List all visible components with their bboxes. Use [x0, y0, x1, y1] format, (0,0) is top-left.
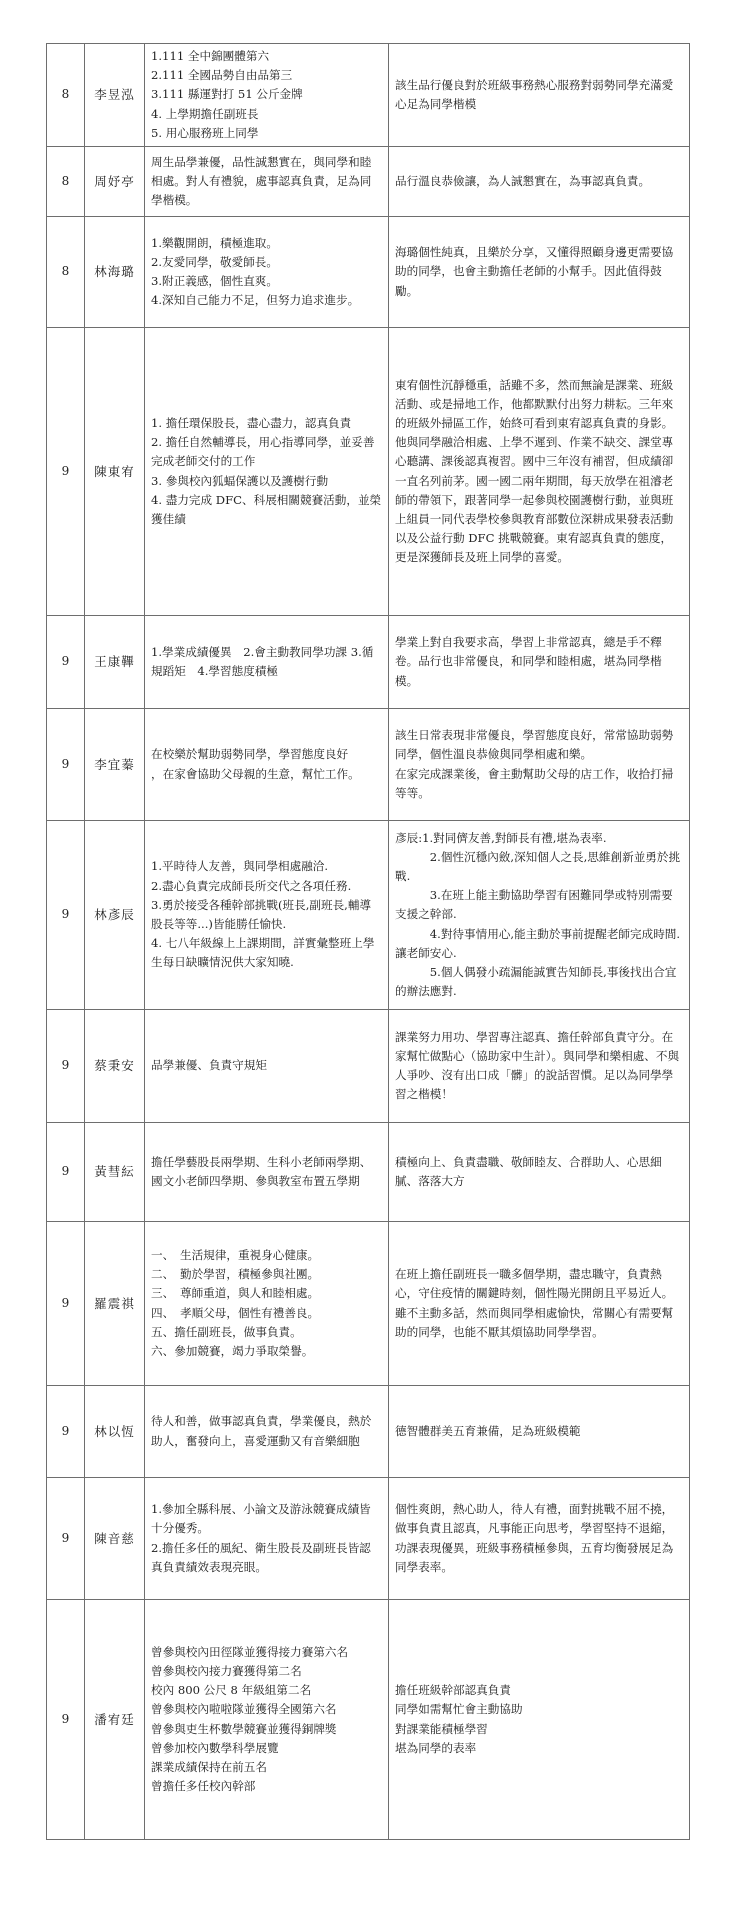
- table-row: [47, 616, 690, 709]
- student-name: 蔡秉安: [85, 1010, 145, 1123]
- deeds-cell: 曾參與校內田徑隊並獲得接力賽第六名 曾參與校內接力賽獲得第二名 校內 800 公尺 8 年級組第二名 曾參與校內啦啦隊並獲得全國第六名 曾參與吏生杯數學競賽並獲得銅牌獎 曾參加校內數學科學展覽 課業成績保持在前五名 曾擔任多任校內幹部: [145, 1600, 389, 1840]
- comment-cell: 海璐個性純真，且樂於分享，又懂得照顧身邊更需要協助的同學，也會主動擔任老師的小幫手。因此值得鼓勵。: [389, 217, 690, 328]
- student-name: 林海璐: [85, 217, 145, 328]
- deeds-cell: 1.參加全縣科展、小論文及游泳競賽成績皆十分優秀。 2.擔任多任的風紀、衛生股長及副班長皆認真負責績效表現亮眼。: [145, 1478, 389, 1600]
- comment-cell: 彥辰:1.對同儕友善,對師長有禮,堪為表率. 2.個性沉穩內斂,深知個人之長,思維創新並勇於挑戰. 3.在班上能主動協助學習有困難同學或特別需要支援之幹部. 4.對待事情用心,能主動於事前提醒老師完成時間.讓老師安心. 5.個人偶發小疏漏能誠實告知師長,事後找出合宜的辦法應對.: [389, 821, 690, 1010]
- grade-cell: 8: [47, 147, 85, 217]
- comment-cell: 積極向上、負責盡職、敬師睦友、合群助人、心思細膩、落落大方: [389, 1123, 690, 1222]
- comment-cell: 個性爽朗，熱心助人，待人有禮，面對挑戰不屈不撓，做事負責且認真，凡事能正向思考，學習堅持不退縮，功課表現優異，班級事務積極參與，五育均衡發展足為同學表率。: [389, 1478, 690, 1600]
- student-name: 林以恆: [85, 1386, 145, 1478]
- deeds-cell: 1. 擔任環保股長，盡心盡力，認真負責 2. 擔任自然輔導長，用心指導同學，並妥善完成老師交付的工作 3. 參與校內狐蝠保護以及護樹行動 4. 盡力完成 DFC、科展相關競賽活動，並榮獲佳績: [145, 328, 389, 616]
- comment-cell: 東宥個性沉靜穩重，話雖不多，然而無論是課業、班級活動、或是掃地工作，他都默默付出努力耕耘。三年來的班級外掃區工作，始終可看到東宥認真負責的身影。他與同學融洽相處、上學不遲到、作業不缺交、課堂專心聽講、課後認真複習。國中三年沒有補習，但成績卻一直名列前茅。國一國二兩年期間，每天放學在祖濬老師的帶領下，跟著同學一起參與校園護樹行動，並與班上組員一同代表學校參與教育部數位深耕成果發表活動以及公益行動 DFC 挑戰競賽。東宥認真負責的態度，更是深獲師長及班上同學的喜愛。: [389, 328, 690, 616]
- grade-cell: 9: [47, 709, 85, 821]
- grade-cell: 9: [47, 328, 85, 616]
- grade-cell: 9: [47, 1600, 85, 1840]
- grade-cell: 9: [47, 1478, 85, 1600]
- table-row: [47, 1478, 690, 1600]
- student-name: 李宜蓁: [85, 709, 145, 821]
- table-row: [47, 217, 690, 328]
- comment-cell: 在班上擔任副班長一職多個學期，盡忠職守，負責熱心，守住疫情的關鍵時刻，個性陽光開朗且平易近人。雖不主動多話，然而與同學相處愉快，常關心有需要幫助的同學，也能不厭其煩協助同學學習。: [389, 1222, 690, 1386]
- grade-cell: 9: [47, 616, 85, 709]
- grade-cell: 9: [47, 1222, 85, 1386]
- deeds-cell: 一、 生活規律，重視身心健康。 二、 勤於學習，積極參與社團。 三、 尊師重道，與人和睦相處。 四、 孝順父母，個性有禮善良。 五、擔任副班長，做事負責。 六、參加競賽，竭力爭取榮譽。: [145, 1222, 389, 1386]
- student-commendation-table: [46, 43, 690, 1840]
- table-row: [47, 709, 690, 821]
- student-name: 羅震祺: [85, 1222, 145, 1386]
- grade-cell: 8: [47, 217, 85, 328]
- grade-cell: 9: [47, 821, 85, 1010]
- table-row: [47, 821, 690, 1010]
- grade-cell: 8: [47, 44, 85, 147]
- comment-cell: 該生品行優良對於班級事務熱心服務對弱勢同學充滿愛心足為同學楷模: [389, 44, 690, 147]
- table-row: [47, 1386, 690, 1478]
- student-name: 黃彗紜: [85, 1123, 145, 1222]
- table-row: [47, 328, 690, 616]
- student-name: 陳東宥: [85, 328, 145, 616]
- table-row: [47, 1600, 690, 1840]
- table-row: [47, 147, 690, 217]
- comment-cell: 德智體群美五育兼備，足為班級模範: [389, 1386, 690, 1478]
- deeds-cell: 1.平時待人友善，與同學相處融洽. 2.盡心負責完成師長所交代之各項任務. 3.勇於接受各種幹部挑戰(班長,副班長,輔導股長等等...)皆能勝任愉快. 4. 七八年級線上上課期間，詳實彙整班上學生每日缺曠情況供大家知曉.: [145, 821, 389, 1010]
- deeds-cell: 待人和善，做事認真負責，學業優良，熱於助人，奮發向上，喜愛運動又有音樂細胞: [145, 1386, 389, 1478]
- grade-cell: 9: [47, 1123, 85, 1222]
- deeds-cell: 在校樂於幫助弱勢同學，學習態度良好 ，在家會協助父母親的生意，幫忙工作。: [145, 709, 389, 821]
- deeds-cell: 品學兼優、負責守規矩: [145, 1010, 389, 1123]
- table-row: [47, 1123, 690, 1222]
- table-row: [47, 44, 690, 147]
- comment-cell: 擔任班級幹部認真負責 同學如需幫忙會主動協助 對課業能積極學習 堪為同學的表率: [389, 1600, 690, 1840]
- table-row: [47, 1010, 690, 1123]
- table-row: [47, 1222, 690, 1386]
- grade-cell: 9: [47, 1010, 85, 1123]
- comment-cell: 品行溫良恭儉讓，為人誠懇實在，為事認真負責。: [389, 147, 690, 217]
- student-name: 周妤亭: [85, 147, 145, 217]
- student-name: 李昱泓: [85, 44, 145, 147]
- comment-cell: 該生日常表現非常優良，學習態度良好，常常協助弱勢同學，個性溫良恭儉與同學相處和樂。 在家完成課業後，會主動幫助父母的店工作，收拾打掃等等。: [389, 709, 690, 821]
- deeds-cell: 擔任學藝股長兩學期、生科小老師兩學期、國文小老師四學期、參與教室布置五學期: [145, 1123, 389, 1222]
- deeds-cell: 1.111 全中錦團體第六 2.111 全國品勢自由品第三 3.111 縣運對打 51 公斤金牌 4. 上學期擔任副班長 5. 用心服務班上同學: [145, 44, 389, 147]
- deeds-cell: 周生品學兼優，品性誠懇實在，與同學和睦相處。對人有禮貌，處事認真負責，足為同學楷模。: [145, 147, 389, 217]
- student-name: 潘宥廷: [85, 1600, 145, 1840]
- student-name: 林彥辰: [85, 821, 145, 1010]
- grade-cell: 9: [47, 1386, 85, 1478]
- student-name: 陳音慈: [85, 1478, 145, 1600]
- deeds-cell: 1.樂觀開朗，積極進取。 2.友愛同學，敬愛師長。 3.附正義感，個性直爽。 4.深知自己能力不足，但努力追求進步。: [145, 217, 389, 328]
- comment-cell: 課業努力用功、學習專注認真、擔任幹部負責守分。在家幫忙做點心（協助家中生計）。與同學和樂相處、不與人爭吵、沒有出口成「髒」的說話習慣。足以為同學學習之楷模！: [389, 1010, 690, 1123]
- deeds-cell: 1.學業成績優異 2.會主動教同學功課 3.循規蹈矩 4.學習態度積極: [145, 616, 389, 709]
- comment-cell: 學業上對自我要求高，學習上非常認真，總是手不釋卷。品行也非常優良，和同學和睦相處，堪為同學楷模。: [389, 616, 690, 709]
- student-name: 王康鞸: [85, 616, 145, 709]
